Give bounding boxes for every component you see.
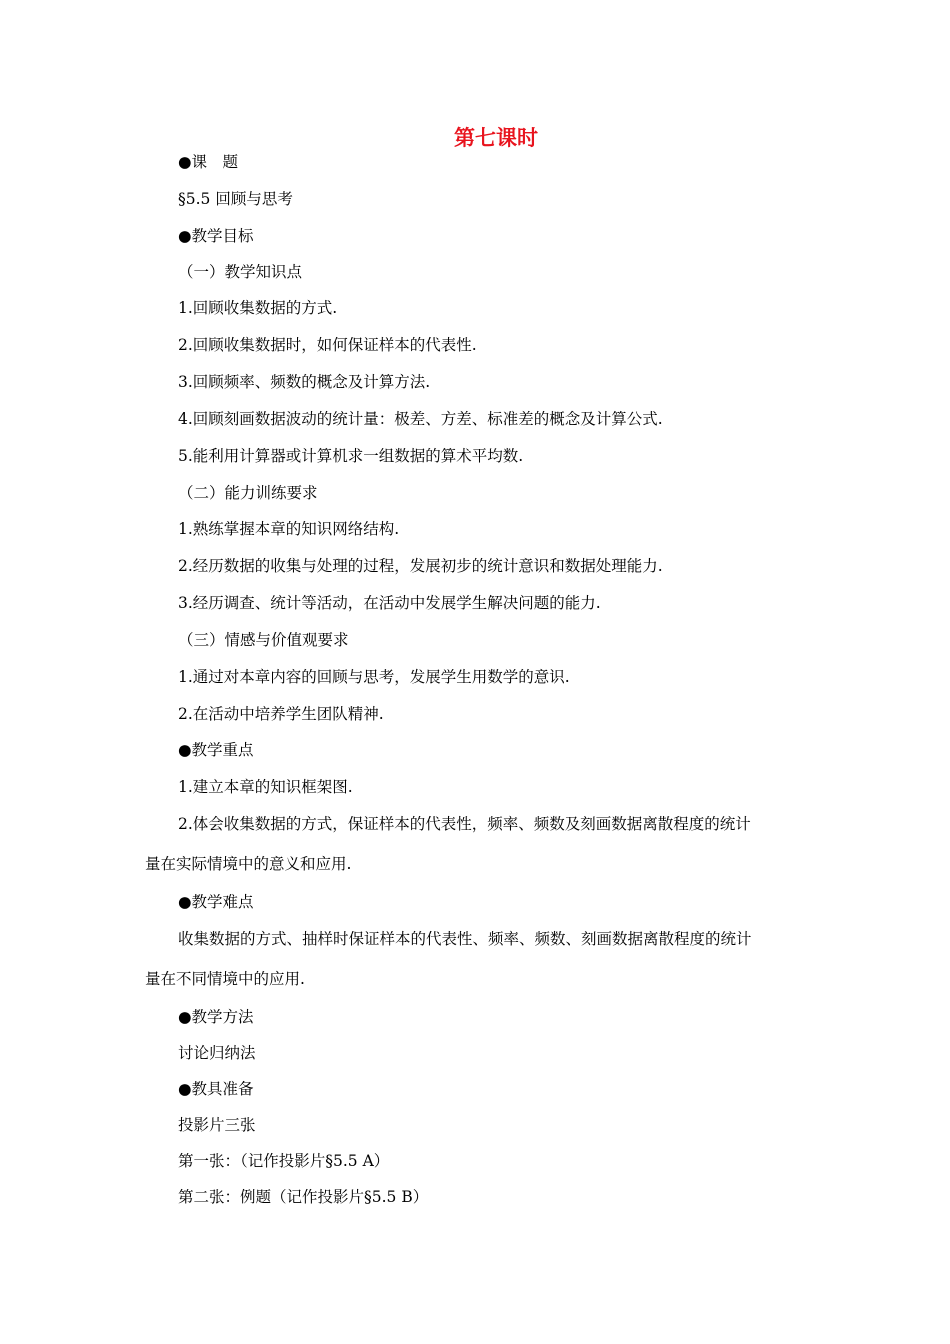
knowledge-item-3: 3.回顾频率、频数的概念及计算方法.: [178, 373, 431, 391]
section-heading-materials: ●教具准备: [178, 1080, 254, 1098]
section-heading-objectives: ●教学目标: [178, 227, 254, 245]
topic-text: §5.5 回顾与思考: [178, 190, 293, 208]
subheading-knowledge: （一）教学知识点: [178, 263, 303, 281]
section-heading-methods: ●教学方法: [178, 1008, 254, 1026]
page-title: 第七课时: [454, 125, 538, 150]
materials-slide-1: 第一张：（记作投影片§5.5 A）: [178, 1152, 390, 1170]
subheading-ability: （二）能力训练要求: [178, 484, 318, 502]
ability-item-2: 2.经历数据的收集与处理的过程，发展初步的统计意识和数据处理能力.: [178, 557, 663, 575]
materials-slide-2: 第二张：例题（记作投影片§5.5 B）: [178, 1188, 429, 1206]
knowledge-item-2: 2.回顾收集数据时，如何保证样本的代表性.: [178, 336, 477, 354]
knowledge-item-1: 1.回顾收集数据的方式.: [178, 299, 338, 317]
values-item-2: 2.在活动中培养学生团队精神.: [178, 705, 384, 723]
key-point-2-line-2: 量在实际情境中的意义和应用.: [145, 855, 352, 873]
difficulty-line-2: 量在不同情境中的应用.: [145, 970, 305, 988]
key-point-1: 1.建立本章的知识框架图.: [178, 778, 353, 796]
section-heading-key-points: ●教学重点: [178, 741, 254, 759]
values-item-1: 1.通过对本章内容的回顾与思考，发展学生用数学的意识.: [178, 668, 570, 686]
materials-text: 投影片三张: [178, 1116, 256, 1134]
knowledge-item-4: 4.回顾刻画数据波动的统计量：极差、方差、标准差的概念及计算公式.: [178, 410, 663, 428]
difficulty-line-1: 收集数据的方式、抽样时保证样本的代表性、频率、频数、刻画数据离散程度的统计: [178, 930, 752, 948]
knowledge-item-5: 5.能利用计算器或计算机求一组数据的算术平均数.: [178, 447, 524, 465]
methods-text: 讨论归纳法: [178, 1044, 256, 1062]
ability-item-3: 3.经历调查、统计等活动，在活动中发展学生解决问题的能力.: [178, 594, 601, 612]
subheading-values: （三）情感与价值观要求: [178, 631, 349, 649]
section-heading-difficulties: ●教学难点: [178, 893, 254, 911]
section-heading-topic: ●课 题: [178, 153, 239, 171]
key-point-2-line-1: 2.体会收集数据的方式，保证样本的代表性，频率、频数及刻画数据离散程度的统计: [178, 815, 751, 833]
ability-item-1: 1.熟练掌握本章的知识网络结构.: [178, 520, 400, 538]
